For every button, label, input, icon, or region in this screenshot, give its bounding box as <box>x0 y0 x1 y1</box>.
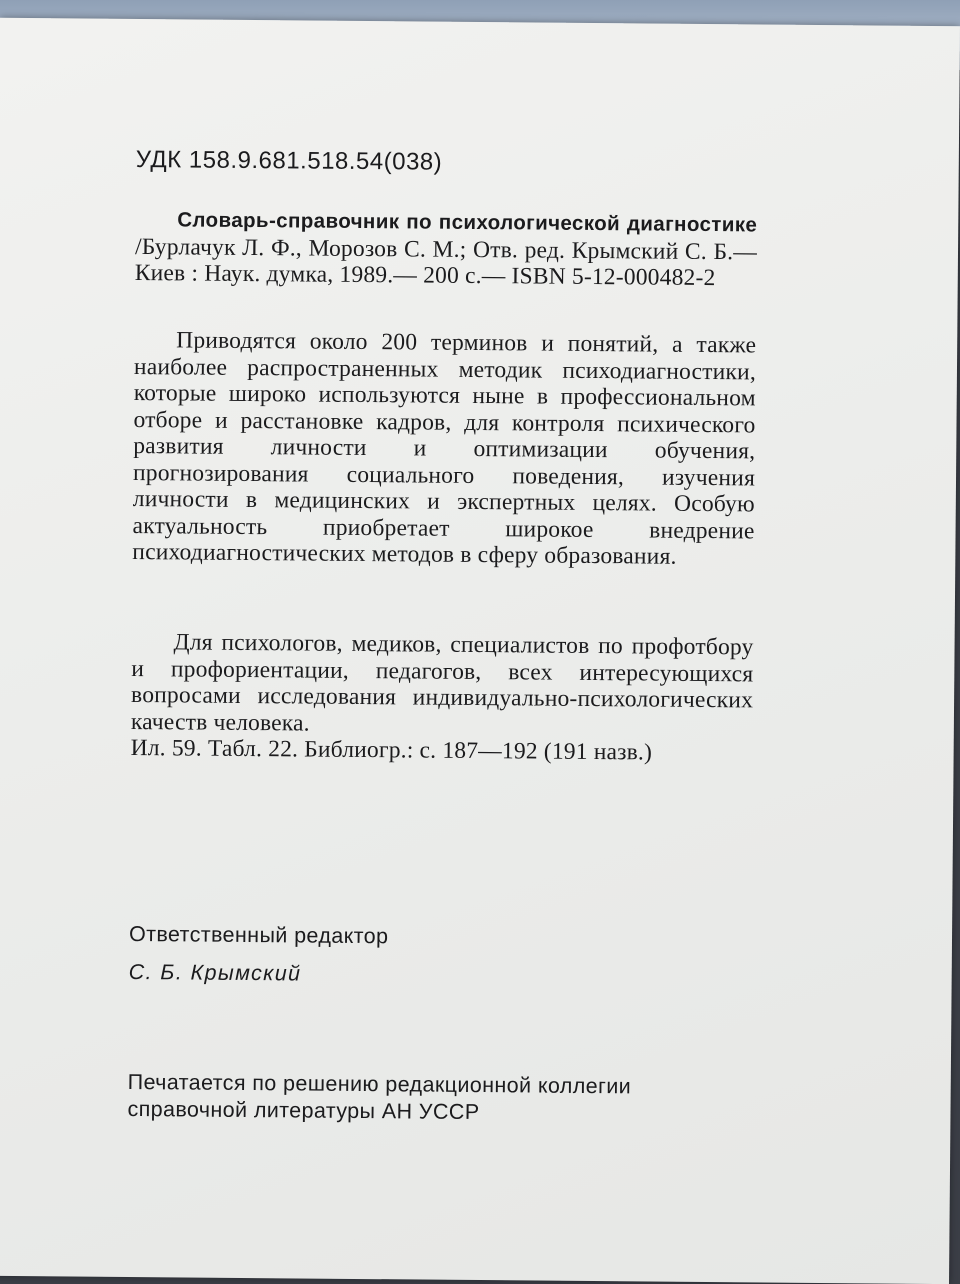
imprint-note <box>127 1069 749 1128</box>
audience-paragraph: Для психологов, медиков, специалистов по профотбору и профориентации, педагогов, всех интересующихся вопросами исследования индивидуально-психологических качеств человека. <box>130 629 754 737</box>
abstract-paragraph: Приводятся около 200 терминов и понятий, а также наиболее распространенных методик психодиагностики, которые широко используются ныне в профессиональном отборе и расстановке кадров, для контроля психического развития личности и оптимизации обучения, прогнозирования социального поведения, изучения личности в медицинских и экспертных целях. Особую актуальность приобретает широкое внедрение психодиагностических методов в сферу образования. <box>132 327 757 570</box>
editor-name: С. Б. Крымский <box>128 959 302 986</box>
udc-code: УДК 158.9.681.518.54(038) <box>135 146 443 176</box>
imprint-line-1: Печатается по решению редакционной коллегии <box>127 1069 632 1099</box>
audience-block <box>131 629 754 767</box>
imprint-line-2: справочной литературы АН УССР <box>127 1096 480 1125</box>
bibliography-note: Ил. 59. Табл. 22. Библиогр.: с. 187—192 (191 назв.) <box>130 734 653 766</box>
catalog-details: /Бурлачук Л. Ф., Морозов С. М.; Отв. ред. Крымский С. Б.— Киев : Наук. думка, 1989.— 200 с.— ISBN 5-12-000482-2 <box>134 233 758 292</box>
book-title: Словарь-справочник по психологической диагностике <box>177 208 758 237</box>
book-page <box>0 18 960 1284</box>
editor-label: Ответственный редактор <box>128 921 389 949</box>
catalog-entry <box>135 206 758 292</box>
abstract <box>132 327 756 571</box>
